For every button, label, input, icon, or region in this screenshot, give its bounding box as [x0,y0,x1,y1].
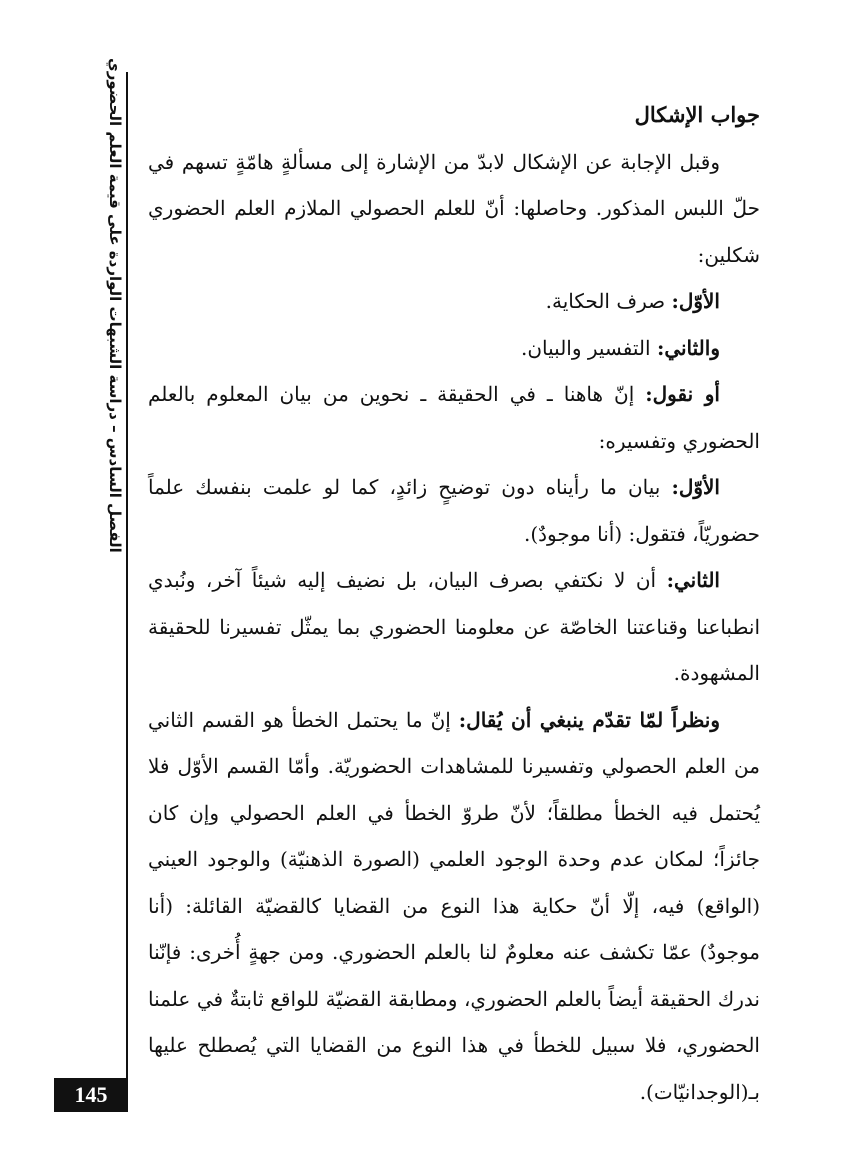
vertical-divider [126,72,128,1087]
form-one-paragraph [148,278,760,325]
form-two-lead: والثاني: [656,335,720,360]
conclusion-paragraph [148,697,760,1116]
form-one-text: صرف الحكاية. [545,289,672,313]
alternative-text: إنّ هاهنا ـ في الحقيقة ـ نحوين من بيان المعلوم بالعلم الحضوري وتفسيره: [148,382,760,453]
page-number: 145 [54,1078,128,1112]
alternative-lead: أو نقول: [645,382,720,406]
form-two-text: التفسير والبيان. [520,335,657,360]
form-one-lead: الأوّل: [671,289,720,313]
form-two-paragraph [148,325,760,372]
way-two-paragraph [148,557,760,697]
way-one-lead: الأوّل: [671,475,720,499]
conclusion-text: إنّ ما يحتمل الخطأ هو القسم الثاني من العلم الحصولي وتفسيرنا للمشاهدات الحضوريّة. وأمّا القسم الأوّل فلا يُحتمل فيه الخطأ مطلقاً؛ لأنّ طروّ الخطأ في العلم الحصولي وإن كان جائزاً؛ لمكان عدم وحدة الوجود العلمي (الصورة الذهنيّة) والوجود العيني (الواقع) فيه، إلّا أنّ حكاية هذا النوع من القضايا كالقضيّة القائلة: (أنا موجودٌ) عمّا تكشف عنه معلومٌ لنا بالعلم الحضوري. ومن جهةٍ أُخرى: فإنّنا ندرك الحقيقة أيضاً بالعلم الحضوري، ومطابقة القضيّة للواقع ثابتةٌ في علمنا الحضوري، فلا سبيل للخطأ في هذا النوع من القضايا التي يُصطلح عليها بـ(الوجدانيّات). [148,707,760,1104]
way-two-text: أن لا نكتفي بصرف البيان، بل نضيف إليه شيئاً آخر، ونُبدي انطباعنا وقناعتنا الخاصّة عن معلومنا الحضوري بما يمثّل تفسيرنا للحقيقة المشهودة. [148,568,760,685]
page-body [148,92,760,1115]
running-title: الفصل السادس – دراسة الشبهات الواردة على قيمة العلم الحضوري [106,58,124,553]
alternative-paragraph [148,371,760,464]
way-one-text: بيان ما رأيناه دون توضيحٍ زائدٍ، كما لو علمت بنفسك علماً حضوريّاً، فتقول: (أنا موجودٌ). [148,475,760,546]
way-two-lead: الثاني: [666,568,720,592]
conclusion-lead: ونظراً لمّا تقدّم ينبغي أن يُقال: [458,707,720,732]
section-heading: جواب الإشكال [634,102,760,127]
intro-paragraph: وقبل الإجابة عن الإشكال لابدّ من الإشارة إلى مسألةٍ هامّةٍ تسهم في حلّ اللبس المذكور. وحاصلها: أنّ للعلم الحصولي الملازم العلم الحضوري شكلين: [148,149,760,267]
way-one-paragraph [148,464,760,557]
